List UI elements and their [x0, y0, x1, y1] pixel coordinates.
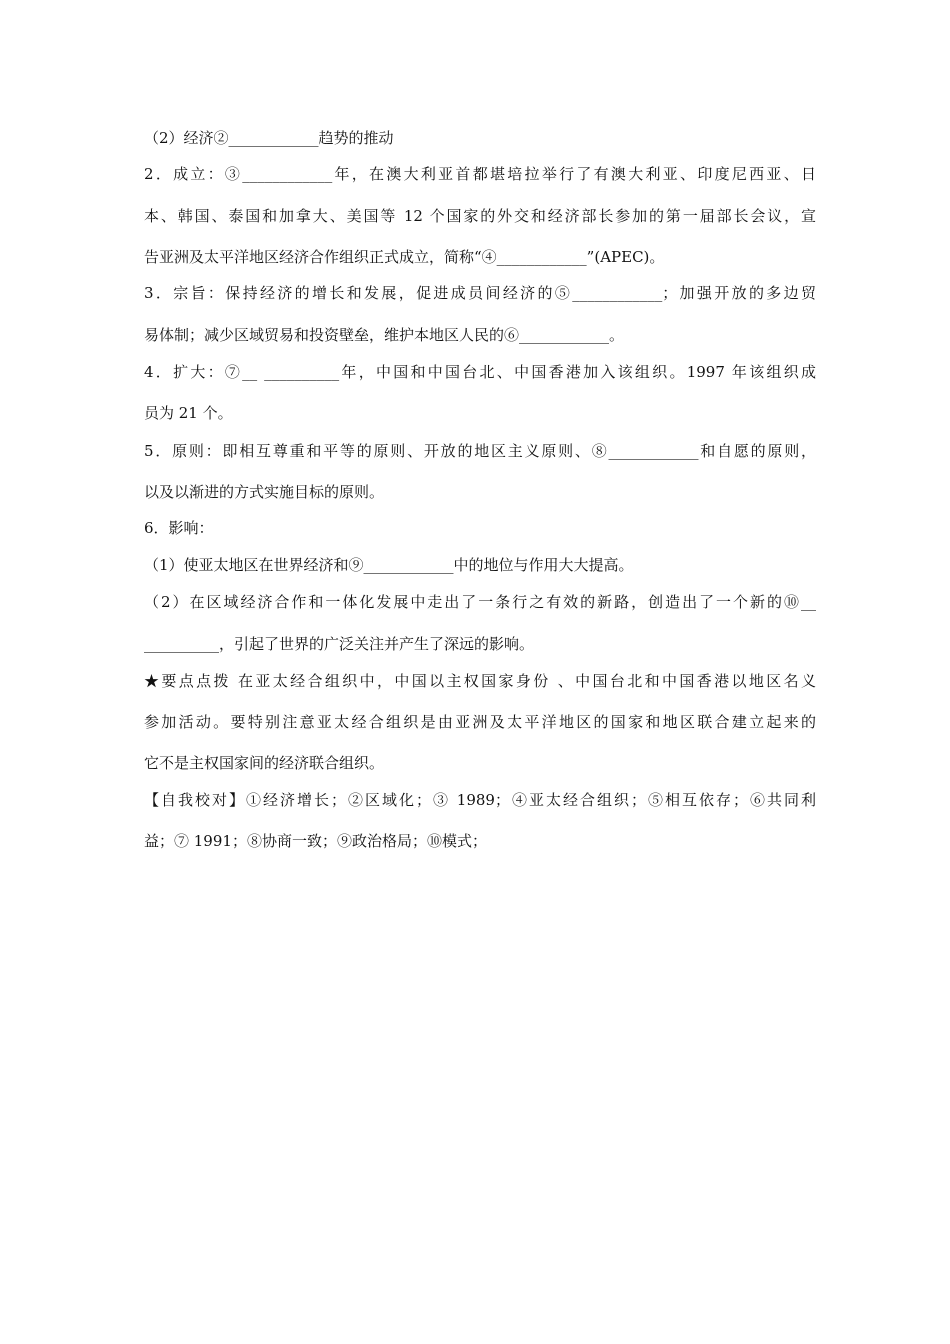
text-line-13: （2）在区域经济合作和一体化发展中走出了一条行之有效的新路，创造出了一个新的⑩__ — [144, 593, 816, 611]
text-line-6: 易体制；减少区域贸易和投资壁垒，维护本地区人民的⑥____________。 — [144, 326, 625, 344]
text-line-9: 5．原则：即相互尊重和平等的原则、开放的地区主义原则、⑧____________和自愿的原则， — [144, 442, 816, 460]
text-line-11: 6．影响： — [144, 519, 214, 537]
text-line-17: 它不是主权国家间的经济联合组织。 — [144, 754, 385, 772]
text-line-10: 以及以渐进的方式实施目标的原则。 — [144, 483, 385, 501]
text-line-2: 2．成立：③____________年，在澳大利亚首都堪培拉举行了有澳大利亚、印度尼西亚、日 — [144, 165, 816, 183]
text-line-7: 4．扩大：⑦__ __________年，中国和中国台北、中国香港加入该组织。1997 年该组织成 — [144, 363, 816, 381]
text-line-4: 告亚洲及太平洋地区经济合作组织正式成立，简称“④____________”(APEC)。 — [144, 248, 665, 266]
text-line-15: ★要点点拨 在亚太经合组织中，中国以主权国家身份 、中国台北和中国香港以地区名义 — [144, 672, 816, 690]
text-line-14: __________，引起了世界的广泛关注并产生了深远的影响。 — [144, 635, 535, 653]
text-line-8: 员为 21 个。 — [144, 404, 233, 422]
text-line-18: 【自我校对】①经济增长；②区域化；③ 1989；④亚太经合组织；⑤相互依存；⑥共同利 — [144, 791, 816, 809]
text-line-5: 3．宗旨：保持经济的增长和发展，促进成员间经济的⑤____________；加强开放的多边贸 — [144, 284, 816, 302]
text-line-3: 本、韩国、泰国和加拿大、美国等 12 个国家的外交和经济部长参加的第一届部长会议，宣 — [144, 207, 816, 225]
text-line-1: （2）经济②____________趋势的推动 — [144, 129, 394, 147]
text-line-16: 参加活动。要特别注意亚太经合组织是由亚洲及太平洋地区的国家和地区联合建立起来的 — [144, 713, 816, 731]
text-line-19: 益；⑦ 1991；⑧协商一致；⑨政治格局；⑩模式； — [144, 832, 487, 850]
text-line-12: （1）使亚太地区在世界经济和⑨____________中的地位与作用大大提高。 — [144, 556, 634, 574]
